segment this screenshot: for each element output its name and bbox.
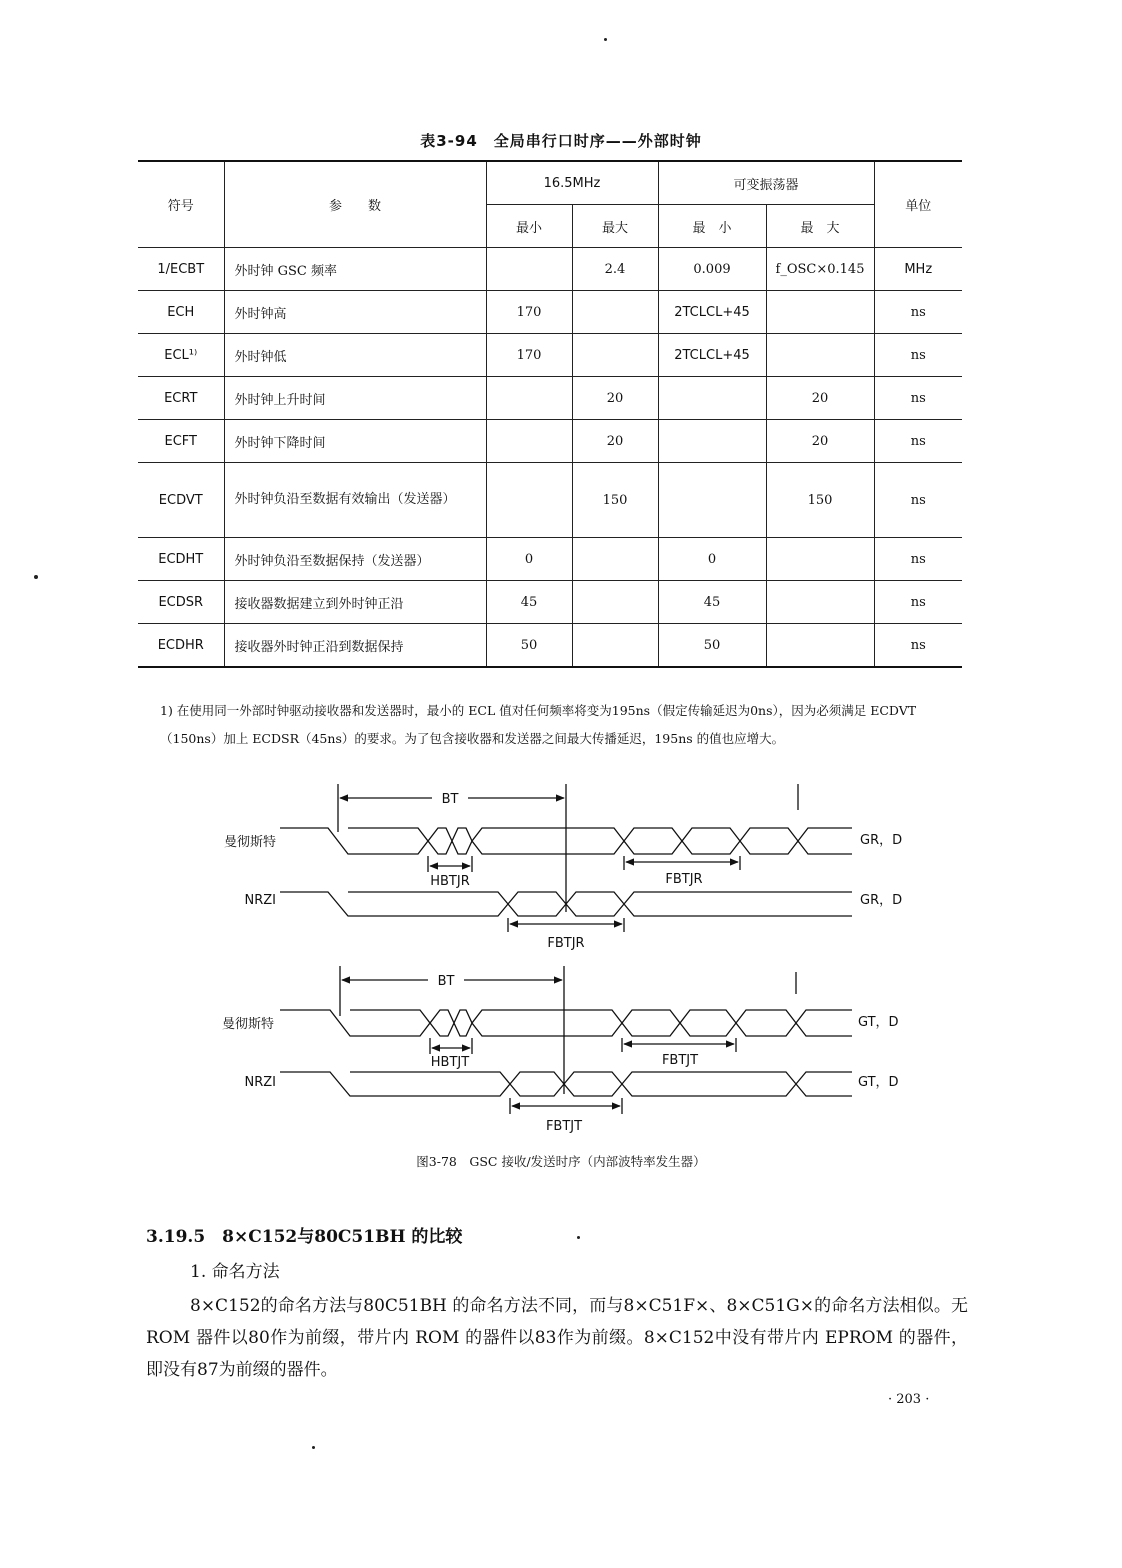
header-var-min: 最 小 (658, 205, 766, 248)
header-group-fixed: 16.5MHz (486, 161, 658, 205)
bt-label: BT (437, 974, 455, 989)
cell-max-var: f_OSC×0.145 (766, 248, 874, 291)
table-footnote: 1) 在使用同一外部时钟驱动接收器和发送器时，最小的 ECL 值对任何频率将变为195ns（假定传输延迟为0ns），因为必须满足 ECDVT（150ns）加上 ECDSR（45ns）的要求。为了包含接收器和发送器之间最大传播延迟，195ns 的值也应增大。 (160, 703, 917, 746)
cell-symbol: ECDSR (138, 581, 224, 624)
cell-min-fixed: 0 (486, 538, 572, 581)
cell-symbol: ECL¹⁾ (138, 334, 224, 377)
cell-min-fixed (486, 420, 572, 463)
cell-max-fixed (572, 538, 658, 581)
cell-min-fixed: 50 (486, 624, 572, 668)
manchester-transmit-waveform (280, 1010, 852, 1036)
body-paragraph: 8×C152的命名方法与80C51BH 的命名方法不同，而与8×C51F×、8×C51G×的命名方法相似。无 ROM 器件以80作为前缀，带片内 ROM 的器件以83作为前缀。8×C152中没有带片内 EPROM 的器件，即没有87为前缀的器件。 (146, 1296, 968, 1380)
timing-diagram (0, 780, 1122, 1148)
cell-param: 接收器外时钟正沿到数据保持 (224, 624, 486, 668)
header-min: 最小 (486, 205, 572, 248)
fbtjt-bottom-label: FBTJT (545, 1119, 583, 1134)
section-heading: 3.19.5 8×C152与80C51BH 的比较 (146, 1227, 463, 1247)
cell-min-fixed (486, 248, 572, 291)
cell-max-var (766, 581, 874, 624)
cell-min-var: 2TCLCL+45 (658, 334, 766, 377)
cell-min-fixed: 170 (486, 291, 572, 334)
gr-d-label: GR，D (860, 893, 903, 908)
cell-min-var: 0.009 (658, 248, 766, 291)
cell-min-var (658, 420, 766, 463)
figure-caption: 图3-78 GSC 接收/发送时序（内部波特率发生器） (416, 1154, 706, 1169)
gr-d-label: GR，D (860, 833, 903, 848)
manchester-label: 曼彻斯特 (223, 835, 276, 850)
header-parameter: 参 数 (224, 161, 486, 248)
cell-unit: ns (874, 377, 962, 420)
table-title: 表3-94 全局串行口时序——外部时钟 (420, 132, 702, 150)
fbtjt-label: FBTJT (661, 1053, 699, 1068)
cell-max-fixed (572, 624, 658, 668)
page-number: · 203 · (888, 1392, 930, 1407)
cell-param: 外时钟低 (224, 334, 486, 377)
nrzi-label: NRZI (244, 893, 276, 908)
header-max: 最大 (572, 205, 658, 248)
table-row (138, 624, 962, 668)
cell-param: 外时钟 GSC 频率 (224, 248, 486, 291)
cell-unit: ns (874, 334, 962, 377)
cell-max-fixed: 150 (572, 463, 658, 538)
table-header-row-1 (138, 161, 962, 205)
table-row (138, 334, 962, 377)
cell-symbol: ECFT (138, 420, 224, 463)
fbtjr-label: FBTJR (665, 872, 703, 887)
timing-spec-table (138, 160, 962, 668)
cell-max-fixed (572, 581, 658, 624)
cell-min-var: 0 (658, 538, 766, 581)
cell-max-fixed (572, 334, 658, 377)
nrzi-transmit-waveform (280, 1072, 852, 1096)
cell-min-var: 2TCLCL+45 (658, 291, 766, 334)
gt-d-label: GT，D (858, 1075, 899, 1090)
cell-param: 外时钟上升时间 (224, 377, 486, 420)
cell-max-var: 150 (766, 463, 874, 538)
cell-min-var: 50 (658, 624, 766, 668)
cell-max-var (766, 624, 874, 668)
cell-max-fixed: 20 (572, 377, 658, 420)
bt-label: BT (441, 792, 459, 807)
cell-symbol: ECRT (138, 377, 224, 420)
cell-unit: MHz (874, 248, 962, 291)
nrzi-label: NRZI (244, 1075, 276, 1090)
cell-symbol: ECH (138, 291, 224, 334)
cell-param: 外时钟负沿至数据保持（发送器） (224, 538, 486, 581)
table-row (138, 463, 962, 538)
scan-speck (34, 575, 38, 579)
table-row (138, 248, 962, 291)
table-row (138, 291, 962, 334)
cell-unit: ns (874, 291, 962, 334)
cell-max-var (766, 334, 874, 377)
cell-max-fixed: 2.4 (572, 248, 658, 291)
cell-unit: ns (874, 538, 962, 581)
hbtjr-label: HBTJR (430, 874, 470, 889)
cell-unit: ns (874, 624, 962, 668)
table-row (138, 581, 962, 624)
cell-min-var (658, 463, 766, 538)
cell-max-fixed (572, 291, 658, 334)
header-group-variable: 可变振荡器 (658, 161, 874, 205)
cell-param: 外时钟高 (224, 291, 486, 334)
cell-max-var (766, 538, 874, 581)
subsection-heading: 1. 命名方法 (190, 1262, 280, 1282)
cell-unit: ns (874, 420, 962, 463)
cell-symbol: 1/ECBT (138, 248, 224, 291)
table-row (138, 420, 962, 463)
cell-symbol: ECDVT (138, 463, 224, 538)
cell-min-fixed (486, 463, 572, 538)
scan-speck (577, 1236, 580, 1239)
cell-unit: ns (874, 463, 962, 538)
gt-d-label: GT，D (858, 1015, 899, 1030)
cell-max-var: 20 (766, 420, 874, 463)
header-var-max: 最 大 (766, 205, 874, 248)
scan-speck (604, 38, 607, 41)
cell-min-var (658, 377, 766, 420)
table-row (138, 538, 962, 581)
header-unit: 单位 (874, 161, 962, 248)
cell-param: 接收器数据建立到外时钟正沿 (224, 581, 486, 624)
cell-symbol: ECDHT (138, 538, 224, 581)
hbtjt-label: HBTJT (430, 1055, 470, 1070)
fbtjr-bottom-label: FBTJR (547, 936, 585, 951)
cell-max-fixed: 20 (572, 420, 658, 463)
cell-min-var: 45 (658, 581, 766, 624)
cell-param: 外时钟负沿至数据有效输出（发送器） (224, 463, 486, 538)
table-row (138, 377, 962, 420)
cell-max-var (766, 291, 874, 334)
cell-unit: ns (874, 581, 962, 624)
cell-min-fixed (486, 377, 572, 420)
cell-symbol: ECDHR (138, 624, 224, 668)
cell-min-fixed: 170 (486, 334, 572, 377)
scan-speck (312, 1446, 315, 1449)
manchester-label: 曼彻斯特 (221, 1017, 274, 1032)
header-symbol: 符号 (138, 161, 224, 248)
cell-min-fixed: 45 (486, 581, 572, 624)
cell-param: 外时钟下降时间 (224, 420, 486, 463)
cell-max-var: 20 (766, 377, 874, 420)
